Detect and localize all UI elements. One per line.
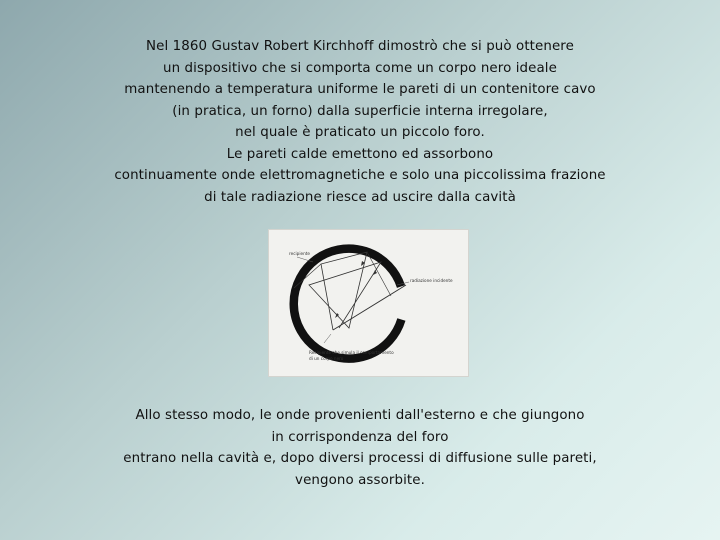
incident-ray (333, 285, 406, 330)
arrow-mark (373, 270, 377, 275)
intro-paragraph (0, 36, 720, 208)
label-incident-radiation: radiazione incidente (410, 278, 453, 283)
intro-line: mantenendo a temperatura uniforme le pareti di un contenitore cavo (124, 82, 596, 97)
outro-line: in corrispondenza del foro (271, 429, 449, 445)
intro-line: di tale radiazione riesce ad uscire dalla cavità (204, 189, 516, 205)
intro-line: nel quale è praticato un piccolo foro. (235, 125, 485, 140)
outro-line: entrano nella cavità e, dopo diversi processi di diffusione sulle pareti, (123, 451, 597, 466)
reflection-rays (309, 252, 381, 330)
label-caption-line2: di un corpo nero (309, 356, 344, 361)
outro-line: vengono assorbite. (295, 472, 425, 488)
cavity-diagram (269, 230, 468, 376)
label-caption-line1: Recipiente che simula il comportamento (309, 350, 394, 355)
outro-paragraph (0, 405, 720, 491)
label-leader (324, 334, 331, 343)
label-container: recipiente (289, 251, 310, 256)
outro-line: Allo stesso modo, le onde provenienti dall'esterno e che giungono (135, 408, 585, 423)
intro-line: Le pareti calde emettono ed assorbono (226, 146, 494, 162)
blackbody-cavity-figure (268, 229, 469, 377)
intro-line: un dispositivo che si comporta come un corpo nero ideale (163, 60, 557, 76)
intro-line: (in pratica, un forno) dalla superficie interna irregolare, (172, 103, 548, 119)
intro-line: continuamente onde elettromagnetiche e solo una piccolissima frazione (114, 168, 606, 183)
cavity-wall (294, 249, 402, 359)
intro-line: Nel 1860 Gustav Robert Kirchhoff dimostrò che si può ottenere (146, 39, 574, 54)
